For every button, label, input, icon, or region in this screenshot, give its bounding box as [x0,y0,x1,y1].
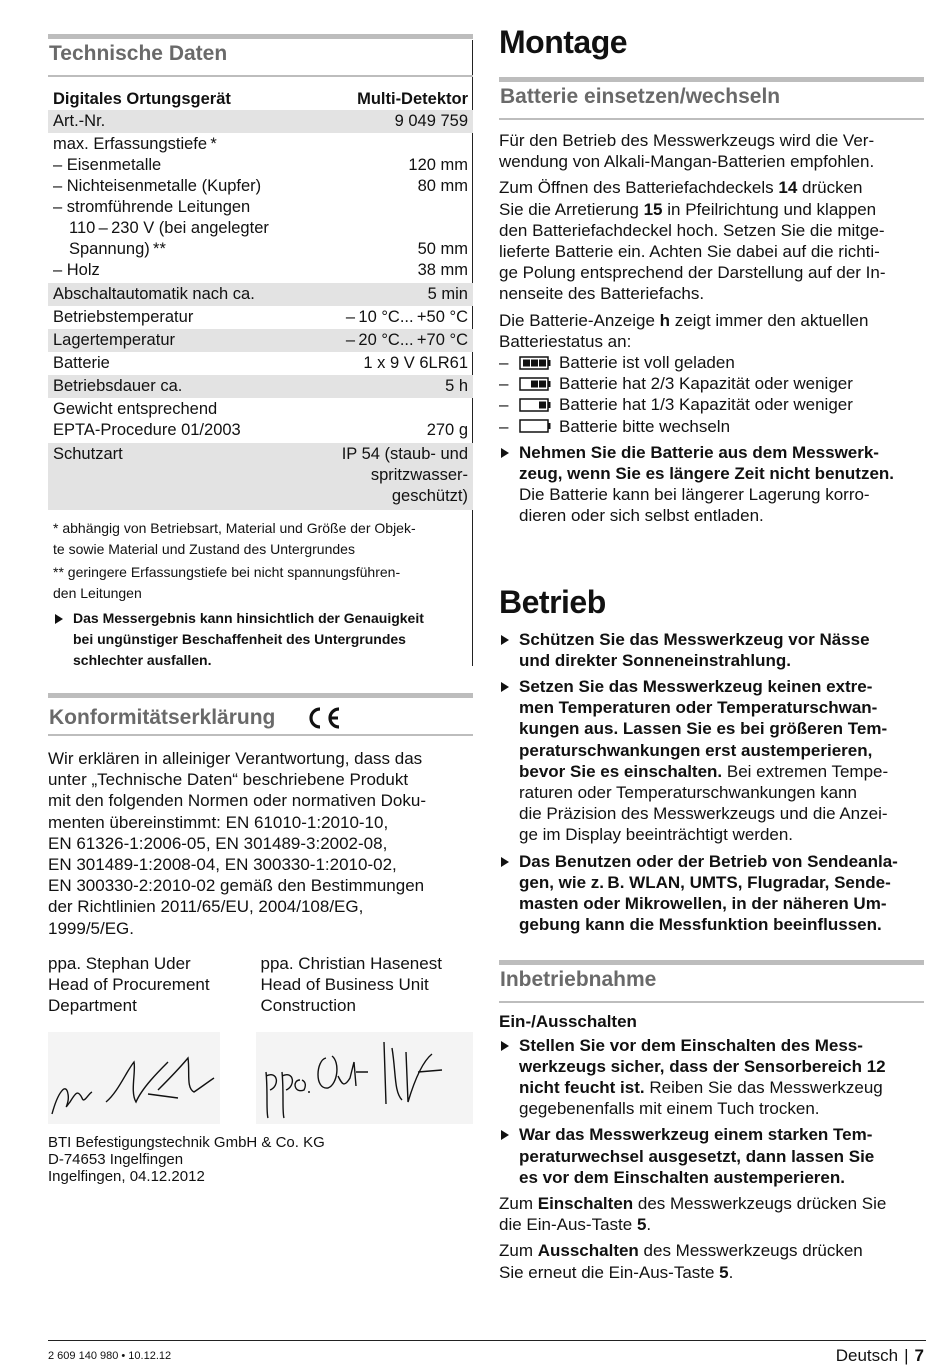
section-header-konformitaet [48,698,473,734]
signatory-name: ppa. Christian Hasenest [260,953,442,973]
bold-text: und direkter Sonneneinstrahlung. [519,650,792,670]
triangle-bullet-icon [501,682,509,692]
company-city: D-74653 Ingelfingen [48,1151,184,1169]
footnote-2-cont: den Leitungen [53,585,142,601]
triangle-bullet-icon [501,1130,509,1140]
text-line: nenseite des Batteriefachs. [499,284,705,304]
text-line [499,1193,924,1214]
paragraph [499,130,924,172]
triangle-bullet-icon [501,635,509,645]
spec-row-lagertemp [48,329,473,352]
battery-status-text: Batterie ist voll geladen [559,353,735,373]
company-name: BTI Befestigungstechnik GmbH & Co. KG [48,1134,325,1152]
text-line [499,1240,924,1261]
text-line: gegebenenfalls mit einem Tuch trocken. [519,1099,820,1119]
signatures [48,1032,473,1124]
bold-text: Stellen Sie vor dem Einschalten des Mess- [519,1035,863,1055]
text-line: ge Polung entsprechend der Darstellung auf der In- [499,263,886,283]
ref-number: 5 [636,1215,647,1235]
spec-row-betriebstemp [48,306,473,329]
bold-text: werkzeugs sicher, dass der Sensorbereich 12 [519,1056,886,1076]
warning-line: schlechter ausfallen. [73,652,212,668]
spec-label: Spannung) ** [69,240,166,258]
text-line: unter „Technische Daten“ beschriebene Produkt [48,770,409,790]
text-run: Zum [499,1241,538,1261]
instruction-bullet [499,1035,924,1120]
spec-header [48,87,473,110]
spec-label: max. Erfassungstiefe * [53,135,217,153]
text-line: Batteriestatus an: [499,331,632,351]
signatory-2 [261,953,474,1017]
signatory-role: Construction [260,996,356,1016]
ref-number: 15 [643,199,663,219]
warning-line: bei ungünstiger Beschaffenheit des Untergrundes [73,631,406,647]
text-line: Für den Betrieb des Messwerkzeugs wird die Ver- [499,131,875,150]
left-column [48,34,473,1185]
spec-value-line: IP 54 (staub- und [341,445,468,463]
footnote-1-cont: te sowie Material und Zustand des Untergrundes [53,541,355,557]
section-title-batterie: Batterie einsetzen/wechseln [500,85,781,108]
spec-header-value: Multi-Detektor [357,90,468,108]
footer-doc-code: 2 609 140 980 • 10.12.12 [48,1350,172,1362]
warning-note [48,606,473,671]
battery-status-item [499,352,924,373]
text-line: EN 301489-1:2008-04, EN 300330-1:2010-02, [48,855,397,875]
battery-two-thirds-icon [519,377,551,391]
spec-label: Abschaltautomatik nach ca. [53,285,255,303]
signatory-role: Department [48,996,137,1016]
list-dash: – [499,353,509,373]
footnote-1: * abhängig von Betriebsart, Material und Größe der Objek- [53,520,416,536]
instruction-bullet [499,442,924,527]
spec-label: Gewicht entsprechend [53,400,218,418]
spec-row-gewicht [48,398,473,443]
spec-value-line: geschützt) [391,487,468,505]
footnote-2: ** geringere Erfassungstiefe bei nicht spannungsführen- [53,564,401,580]
battery-one-third-icon [519,398,551,412]
signatory-role: Head of Business Unit [260,975,429,995]
text-run: Sie erneut die Ein-Aus-Taste [499,1262,720,1282]
text-run: Zum Öffnen des Batteriefachdeckels [499,178,779,198]
bold-text: masten oder Mikrowellen, in der näheren Um- [519,894,887,914]
text-line [499,1214,924,1235]
bold-text: bevor Sie es einschalten. [519,761,723,781]
instruction-bullet [499,851,924,936]
company-address [48,1134,473,1185]
section-title-konformitaet: Konformitätserklärung [49,705,276,729]
text-run: . [646,1215,652,1235]
spec-label: Batterie [53,354,110,372]
spec-value: 1 x 9 V 6LR61 [363,354,468,372]
triangle-bullet-icon [501,1041,509,1051]
text-run: des Messwerkzeugs drücken Sie [633,1194,887,1214]
text-line: wendung von Alkali-Mangan-Batterien empfohlen. [499,152,875,172]
spec-row-art-nr [48,110,473,133]
footer-language: Deutsch [835,1346,899,1365]
spec-header-label: Digitales Ortungsgerät [53,90,231,108]
list-dash: – [499,374,509,394]
text-run: Sie die Arretierung [499,199,644,219]
battery-status-text: Batterie hat 1/3 Kapazität oder weniger [559,395,853,415]
spec-label: Betriebsdauer ca. [53,377,183,395]
section-title-inbetriebnahme: Inbetriebnahme [500,968,657,992]
spec-value: 9 049 759 [394,112,468,130]
ref-number: 14 [778,178,798,198]
spec-value: 38 mm [417,261,468,279]
text-run: . [728,1262,734,1282]
spec-label: Betriebstemperatur [53,308,194,326]
paragraph [499,1240,924,1282]
triangle-bullet-icon [501,448,509,458]
text-run: des Messwerkzeugs drücken [638,1241,863,1261]
section-underline [48,75,473,77]
bold-text: War das Messwerkzeug einem starken Tem- [519,1125,873,1145]
ref-letter: h [659,310,671,330]
triangle-bullet-icon [501,857,509,867]
paragraph [499,177,924,304]
text-line: den Batteriefachdeckel hoch. Setzen Sie die mitge- [499,220,885,240]
list-dash: – [499,395,509,415]
signatory-1 [48,953,261,1017]
text-run: in Pfeilrichtung und klappen [662,199,877,219]
text-line [499,1262,924,1283]
spec-table [48,87,473,510]
signatories [48,953,473,1017]
bold-text: Das Benutzen oder der Betrieb von Sendeanla- [519,851,898,871]
text-line: Die Batterie kann bei längerer Lagerung korro- [519,485,870,505]
spec-value-line: spritzwasser- [370,466,468,484]
text-line [499,199,924,220]
signatory-name: ppa. Stephan Uder [48,953,191,973]
subsection-title: Ein-/Ausschalten [499,1012,637,1032]
bold-text: kungen aus. Lassen Sie es bei größeren Tem- [519,719,888,739]
spec-label: Schutzart [53,445,123,463]
instruction-bullet [499,676,924,846]
section-underline [48,734,473,736]
bold-text: es vor dem Einschalten austemperieren. [519,1167,845,1187]
text-run: zeigt immer den aktuellen [670,310,869,330]
text-line: mit den folgenden Normen oder normativen Doku- [48,791,426,811]
spec-value: – 20 °C... +70 °C [345,331,468,349]
footnotes [48,510,473,604]
text-line: menten übereinstimmt: EN 61010-1:2010-10, [48,812,389,832]
spec-value: 80 mm [417,177,468,195]
spec-label: – stromführende Leitungen [53,198,251,216]
spec-value: 120 mm [408,156,468,174]
text-line: die Präzision des Messwerkzeugs und die Anzei- [519,804,888,824]
bold-text: gen, wie z. B. WLAN, UMTS, Flugradar, Sende- [519,872,891,892]
section-title-technische-daten: Technische Daten [49,42,228,65]
konformitaet-text [48,748,473,939]
text-run: Die Batterie-Anzeige [499,310,660,330]
spec-label: 110 – 230 V (bei angelegter [69,219,269,237]
signature-2-image [256,1032,473,1124]
text-line: 1999/5/EG. [48,918,135,938]
paragraph [499,1193,924,1235]
chapter-title-montage: Montage [499,24,628,60]
text-line: ge im Display beeinträchtigt werden. [519,825,794,845]
spec-label: EPTA-Procedure 01/2003 [53,421,241,439]
spec-row-betriebsdauer [48,375,473,398]
text-line: lieferte Batterie ein. Achten Sie dabei auf die richti- [499,242,880,262]
instruction-bullet [499,1124,924,1188]
text-run: Bei extremen Tempe- [722,761,889,781]
text-line: raturen oder Temperaturschwankungen kann [519,783,858,803]
text-line: Wir erklären in alleiniger Verantwortung, dass das [48,749,423,768]
warning-line: Das Messergebnis kann hinsichtlich der Genauigkeit [73,610,424,626]
signature-1-image [48,1032,220,1124]
bold-text: gebung kann die Messfunktion beeinflussen. [519,915,882,935]
signatory-role: Head of Procurement [48,975,210,995]
text-line: der Richtlinien 2011/65/EU, 2004/108/EG, [48,897,364,917]
spec-row-tiefe [48,133,473,283]
spec-label: – Nichteisenmetalle (Kupfer) [53,177,262,195]
spec-label: Art.-Nr. [53,112,106,130]
bold-text: men Temperaturen oder Temperaturschwan- [519,698,878,718]
bold-text: Schützen Sie das Messwerkzeug vor Nässe [519,629,870,649]
battery-full-icon [519,356,551,370]
ce-mark-icon [303,706,343,730]
spec-row-batterie [48,352,473,375]
list-dash: – [499,416,509,436]
bold-text: Nehmen Sie die Batterie aus dem Messwerk- [519,442,879,462]
spec-label: – Holz [53,261,100,279]
bold-text: Setzen Sie das Messwerkzeug keinen extre- [519,677,873,696]
battery-status-item [499,373,924,394]
text-run: Reiben Sie das Messwerkzeug [644,1078,883,1098]
spec-value [342,444,468,507]
bold-text: Ausschalten [537,1241,639,1261]
battery-status-item [499,394,924,415]
text-line [499,310,924,331]
spec-row-abschalt [48,283,473,306]
text-line: dieren oder sich selbst entladen. [519,506,764,526]
text-run: drücken [797,178,863,198]
text-line: EN 300330-2:2010-02 gemäß den Bestimmungen [48,876,425,896]
spec-label: Lagertemperatur [53,331,175,349]
document-date: Ingelfingen, 04.12.2012 [48,1168,205,1186]
bold-text: nicht feucht ist. [519,1078,645,1098]
footer-separator: | [904,1346,909,1365]
page-number: 7 [914,1346,924,1365]
bold-text: Einschalten [537,1194,634,1214]
paragraph [499,310,924,352]
bold-text: peraturschwankungen erst austemperieren, [519,740,873,760]
chapter-title-betrieb: Betrieb [499,583,606,620]
battery-empty-icon [519,419,551,433]
text-line [499,177,924,198]
text-run: Zum [499,1194,538,1214]
spec-label: – Eisenmetalle [53,156,162,174]
spec-value: 50 mm [417,240,468,258]
spec-value: 5 h [445,377,468,395]
bold-text: zeug, wenn Sie es längere Zeit nicht benutzen. [519,463,895,483]
ref-number: 5 [719,1262,729,1282]
bold-text: peraturwechsel ausgesetzt, dann lassen Sie [519,1146,875,1166]
battery-status-text: Batterie hat 2/3 Kapazität oder weniger [559,374,853,394]
spec-value: 5 min [427,285,468,303]
battery-status-list [499,352,924,437]
triangle-bullet-icon [55,614,63,624]
spec-value: 270 g [426,421,468,439]
battery-status-item [499,416,924,437]
spec-value: – 10 °C... +50 °C [345,308,468,326]
right-column [499,24,924,1288]
text-run: die Ein-Aus-Taste [499,1215,637,1235]
battery-status-text: Batterie bitte wechseln [559,416,731,436]
footer-rule [48,1340,926,1341]
footer-page-info [836,1346,924,1365]
instruction-bullet [499,629,924,671]
spec-row-schutzart [48,443,473,510]
text-line: EN 61326-1:2006-05, EN 301489-3:2002-08, [48,833,388,853]
